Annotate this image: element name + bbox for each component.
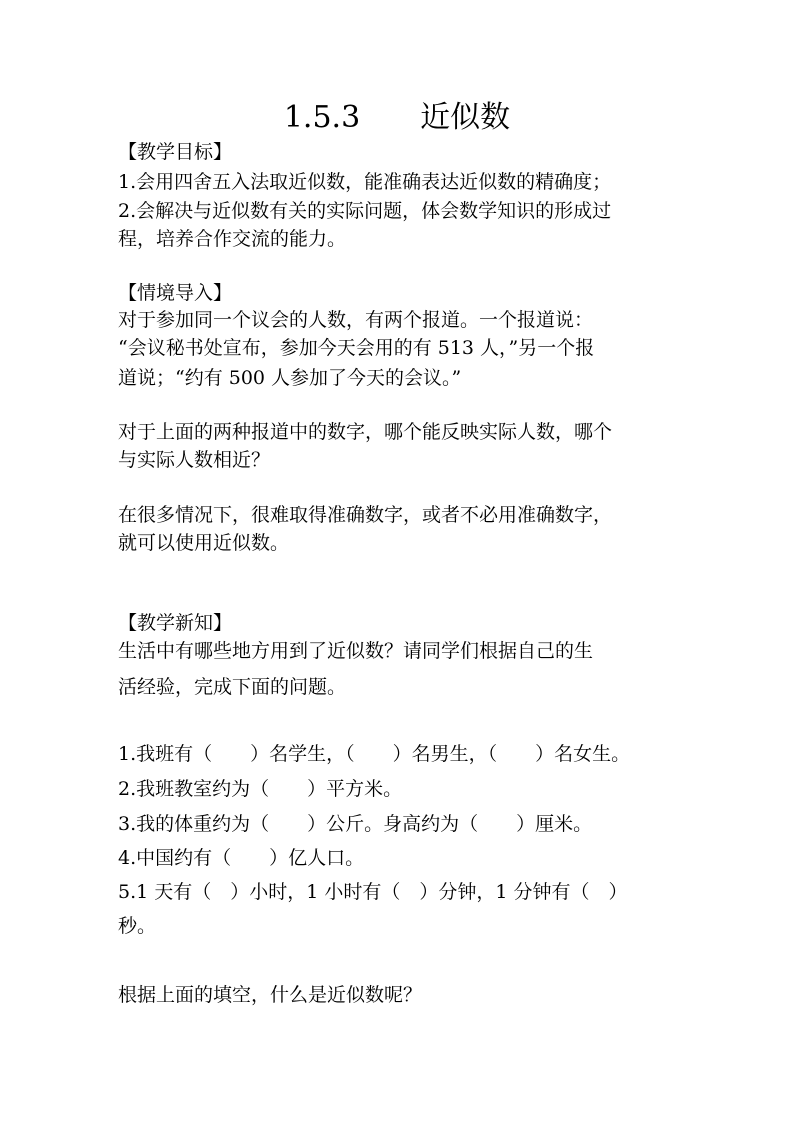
objective-line-3: 程，培养合作交流的能力。 <box>118 228 347 250</box>
new-knowledge-line-1: 生活中有哪些地方用到了近似数？请同学们根据自己的生 <box>118 640 594 662</box>
fill-item-1: 1.我班有（ ）名学生，（ ）名男生，（ ）名女生。 <box>118 743 631 765</box>
closing-question: 根据上面的填空，什么是近似数呢？ <box>118 984 423 1006</box>
intro-line-2: “会议秘书处宣布，参加今天会用的有 513 人，”另一个报 <box>118 337 595 359</box>
fill-item-3: 3.我的体重约为（ ）公斤。身高约为（ ）厘米。 <box>118 813 593 835</box>
section-heading-new-knowledge: 【教学新知】 <box>118 612 233 634</box>
section-heading-objectives: 【教学目标】 <box>118 141 233 163</box>
fill-item-5: 5.1 天有（ ）小时，1 小时有（ ）分钟，1 分钟有（ ） <box>118 881 628 903</box>
page-title: 1.5.3 近似数 <box>283 100 511 135</box>
objective-line-2: 2.会解决与近似数有关的实际问题，体会数学知识的形成过 <box>118 200 612 222</box>
intro-line-1: 对于参加同一个议会的人数，有两个报道。一个报道说： <box>118 309 594 331</box>
fill-item-4: 4.中国约有（ ）亿人口。 <box>118 847 365 869</box>
question-line-2: 与实际人数相近？ <box>118 449 271 471</box>
explain-line-2: 就可以使用近似数。 <box>118 532 290 554</box>
intro-line-3: 道说；“约有 500 人参加了今天的会议。” <box>118 367 462 389</box>
objective-line-1: 1.会用四舍五入法取近似数，能准确表达近似数的精确度； <box>118 171 612 193</box>
question-line-1: 对于上面的两种报道中的数字，哪个能反映实际人数，哪个 <box>118 421 613 443</box>
section-heading-intro: 【情境导入】 <box>118 282 233 304</box>
fill-item-5-continued: 秒。 <box>118 915 157 937</box>
explain-line-1: 在很多情况下，很难取得准确数字，或者不必用准确数字， <box>118 504 613 526</box>
new-knowledge-line-2: 活经验，完成下面的问题。 <box>118 676 347 698</box>
fill-item-2: 2.我班教室约为（ ）平方米。 <box>118 778 403 800</box>
